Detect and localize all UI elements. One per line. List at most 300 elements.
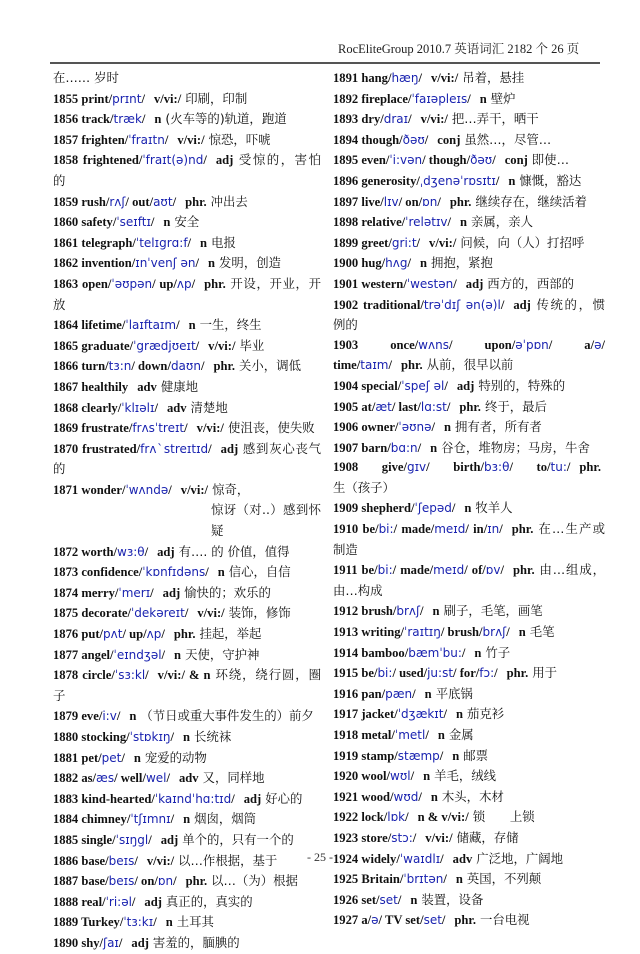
entry-number: 1925 <box>333 872 362 887</box>
entry-word: chimney <box>81 812 127 827</box>
entry-phonetic: draɪ <box>383 112 409 127</box>
entry-word: as <box>81 771 93 786</box>
vocab-entry: 1905 at/æt/ last/lɑ:st/ phr. 终于，最后 <box>333 398 547 414</box>
entry-meaning: 问候，向（人）打招呼 <box>460 234 585 250</box>
entry-phonetic: ʌp <box>176 276 192 291</box>
entry-word: frustrated <box>82 441 137 456</box>
entry-phonetic: ˈmetl <box>394 728 426 742</box>
entry-phonetic: ˈʃepəd <box>414 501 452 516</box>
entry-part-of-speech: n <box>479 91 487 106</box>
entry-phonetic: ˈi:vən <box>389 153 423 168</box>
entry-word: jacket <box>361 707 395 722</box>
entry-phonetic: ˈwestən <box>406 276 454 291</box>
entry-meaning: 挂起，举起 <box>199 626 262 642</box>
entry-word: at <box>361 399 372 414</box>
entry-part-of-speech: n <box>419 256 427 271</box>
entry-phonetic: ˈsɜ:kl <box>114 668 146 683</box>
entry-number: 1860 <box>53 215 82 230</box>
entry-word: down <box>138 359 168 374</box>
vocab-entry: 1925 Britain/ˈbrɪtən/ n 英国，不列颠 <box>333 871 542 887</box>
vocab-entry: 1869 frustrate/frʌsˈtreɪt/ v/vi:/ 使沮丧，使失败 <box>53 420 315 436</box>
entry-phonetic: ˈraɪtɪŋ <box>404 625 441 640</box>
entry-part-of-speech: conj <box>437 132 461 147</box>
entry-phonetic: ˈseɪftɪ <box>116 215 151 230</box>
entry-part-of-speech: n <box>188 318 196 333</box>
entry-word: a <box>361 913 368 928</box>
entry-part-of-speech: adj <box>144 894 162 909</box>
entry-part-of-speech: adj <box>456 378 475 393</box>
entry-phonetic: gɪv <box>406 460 427 475</box>
entry-number: 1886 <box>53 853 82 868</box>
entry-meaning: 广泛地，广阔地 <box>476 850 564 866</box>
entry-part-of-speech: n <box>183 730 191 744</box>
entry-number: 1905 <box>333 399 362 414</box>
entry-number: 1911 <box>333 563 362 578</box>
vocab-entry: 1901 western/ˈwestən/ adj 西方的，西部的 <box>333 275 574 291</box>
vocab-entry: 1908 give/gɪv/ birth/bɜ:θ/ to/tu:/ phr.生（孩子） <box>333 460 601 495</box>
entry-word: track <box>81 112 111 127</box>
entry-word: real <box>81 894 103 909</box>
vocab-entry: 1865 graduate/ˈgrædjʊeɪt/ v/vi:/ 毕业 <box>53 337 265 353</box>
entry-number: 1855 <box>53 91 82 106</box>
entry-phonetic: fɔ: <box>479 666 495 681</box>
vocab-entry: 1897 live/lɪv/ on/ɒn/ phr. 继续存在，继续活着 <box>333 193 587 209</box>
entry-word: up <box>129 627 144 642</box>
entry-word: though <box>361 132 400 147</box>
entry-phonetic: ˈspeʃ əl <box>401 378 445 393</box>
entry-meaning: 刷子，毛笔，画笔 <box>443 603 543 619</box>
entry-meaning: 毛笔 <box>529 624 555 640</box>
entry-word: barn <box>361 440 388 455</box>
entry-word: though <box>428 153 467 168</box>
entry-phonetic: bæmˈbu: <box>408 645 462 660</box>
entry-phonetic: set <box>423 913 442 928</box>
entry-word: turn <box>81 359 106 374</box>
entry-number: 1926 <box>333 892 362 907</box>
entry-number: 1876 <box>53 627 82 642</box>
entry-word: TV set <box>384 913 421 928</box>
entry-word: pet <box>81 750 99 765</box>
entry-meaning: 终于，最后 <box>484 398 547 414</box>
entry-word: single <box>81 832 113 847</box>
entry-phonetic: træk <box>113 112 142 127</box>
entry-number: 1879 <box>53 709 82 724</box>
entry-part-of-speech: phr. <box>579 460 601 475</box>
vocab-entry: 1895 even/ˈi:vən/ though/ðəʊ/ conj 即使… <box>333 152 569 168</box>
entry-word: writing <box>361 625 401 640</box>
entry-word: merry <box>81 585 115 600</box>
entry-word: be <box>362 522 376 537</box>
entry-meaning: 关小，调低 <box>239 358 301 374</box>
entry-part-of-speech: n <box>430 440 438 455</box>
entry-number: 1922 <box>333 810 362 825</box>
entry-number: 1861 <box>53 235 82 250</box>
entry-part-of-speech: v/vi:/ <box>429 235 457 250</box>
vocab-entry: 1873 confidence/ˈkɒnfɪdəns/ n 信心，自信 <box>53 564 291 580</box>
entry-number: 1866 <box>53 359 82 374</box>
entry-number: 1923 <box>333 830 362 845</box>
entry-meaning: 有…. 的 价值，值得 <box>178 543 290 559</box>
entry-number: 1870 <box>53 441 83 456</box>
vocab-entry: 1876 put/pʌt/ up/ʌp/ phr. 挂起，举起 <box>53 626 262 642</box>
entry-meaning: 锁 上锁 <box>472 809 535 825</box>
vocab-entry: 1890 shy/ʃaɪ/ adj 害羞的，腼腆的 <box>53 934 240 950</box>
entry-phonetic: wɜ:θ <box>117 544 145 559</box>
entry-word: western <box>361 276 404 291</box>
entry-part-of-speech: phr. <box>459 399 481 414</box>
entry-part-of-speech: n & v/vi:/ <box>417 810 469 825</box>
entry-phonetic: frʌˋstreɪtɪd <box>140 441 209 456</box>
vocab-entry: 1886 base/beɪs/ v/vi:/ 以…作根据，基于 <box>53 852 278 868</box>
entry-meaning: 即使… <box>531 152 569 168</box>
entry-number: 1857 <box>53 132 82 147</box>
entry-meaning: 在…生产或制造 <box>333 521 605 557</box>
entry-meaning: 装饰，修饰 <box>228 605 291 621</box>
entry-number: 1909 <box>333 501 362 516</box>
entry-word: invention <box>81 256 132 271</box>
entry-word: set <box>361 892 377 907</box>
entry-word: pan <box>361 686 382 701</box>
entry-word: traditional <box>362 297 421 312</box>
vocab-entry: 1926 set/set/ n 装置，设备 <box>333 891 484 907</box>
vocab-entry: 1887 base/beɪs/ on/ɒn/ phr. 以…（为）根据 <box>53 873 298 889</box>
entry-part-of-speech: n <box>133 750 141 765</box>
entry-meaning: 虽然…，尽管… <box>464 131 552 147</box>
vocab-entry: 1877 angel/ˈeɪndʒəl/ n 天使，守护神 <box>53 646 260 662</box>
entry-phonetic: əˈpɒn <box>515 337 549 352</box>
entry-part-of-speech: v/vi:/ <box>196 421 224 436</box>
entry-word: telegraph <box>81 235 133 250</box>
entry-part-of-speech: n <box>165 915 173 930</box>
vocab-entry: 1914 bamboo/bæmˈbu:/ n 竹子 <box>333 644 511 660</box>
entry-part-of-speech: phr. <box>401 358 423 373</box>
vocab-entry: 1907 barn/bɑ:n/ n 谷仓，堆物房；马房，牛舍 <box>333 439 590 455</box>
entry-number: 1918 <box>333 728 362 742</box>
vocab-entry: 1884 chimney/ˈtʃɪmnɪ/ n 烟囱，烟筒 <box>53 811 257 827</box>
vocab-entry: 1882 as/æs/ well/wel/ adv 又，同样地 <box>53 770 265 786</box>
entry-phonetic: gri:t <box>391 235 417 250</box>
entry-meaning: 毕业 <box>239 337 265 353</box>
entry-meaning: 土耳其 <box>176 914 214 930</box>
entry-word: shy <box>81 935 100 950</box>
entry-part-of-speech: phr. <box>213 359 236 374</box>
entry-part-of-speech: adv <box>178 771 199 786</box>
vocab-entry: 1923 store/stɔ:/ v/vi:/ 储藏，存储 <box>333 829 519 845</box>
entry-meaning: 牧羊人 <box>475 500 513 516</box>
entry-word: rush <box>81 194 106 209</box>
entry-number: 1903 <box>333 337 391 352</box>
entry-meaning: 感到灰心丧气的 <box>53 440 322 477</box>
entry-part-of-speech: n <box>455 707 463 722</box>
entry-meaning: 西方的，西部的 <box>487 275 574 291</box>
entry-phonetic: ˈkɒnfɪdəns <box>142 565 206 580</box>
vocab-entry: 1900 hug/hʌg/ n 拥抱，紧抱 <box>333 255 493 271</box>
entry-number: 1868 <box>53 400 82 415</box>
vocab-entry: 1878 circle/ˈsɜ:kl/ v/vi:/ & n 环绕，绕行圆，圈子 <box>53 667 321 703</box>
entry-word: frighten <box>81 132 125 147</box>
entry-phonetic: aʊt <box>153 194 173 209</box>
entry-phonetic: rʌʃ <box>109 194 126 209</box>
vocab-entry: 1904 special/ˈspeʃ əl/ adj 特别的，特殊的 <box>333 377 566 393</box>
entry-phonetic: ɒn <box>157 874 174 889</box>
entry-word: base <box>81 874 106 889</box>
entry-phonetic: ˈkaɪndˈhɑ:tɪd <box>154 791 232 806</box>
vocab-entry: 1893 dry/draɪ/ v/vi:/ 把…弄干，晒干 <box>333 111 539 127</box>
entry-word: out <box>132 194 150 209</box>
entry-phonetic: wʊl <box>390 769 411 784</box>
entry-word: worth <box>81 544 114 559</box>
entry-part-of-speech: n <box>444 420 452 435</box>
vocab-entry: 1858 frightened/ˈfraɪt(ə)nd/ adj 受惊的，害怕的 <box>53 152 322 188</box>
entry-phonetic: ˈəʊpən <box>111 276 153 291</box>
vocab-entry: 1894 though/ðəʊ/ conj 虽然…，尽管… <box>333 131 552 147</box>
entry-meaning: 拥抱，紧抱 <box>431 255 493 271</box>
entry-phonetic: bi: <box>377 563 393 578</box>
entry-meaning: 环绕，绕行圆，圈子 <box>53 667 321 703</box>
entry-number: 1872 <box>53 544 82 559</box>
entry-word: wool <box>361 769 387 784</box>
entry-number: 1859 <box>53 194 82 209</box>
entry-part-of-speech: adj <box>215 153 234 168</box>
vocab-entry: 1871 wonder/ˈwʌndə/ v/vi:/ 惊奇， <box>53 481 250 497</box>
entry-phonetic: ˈdekəreɪt <box>131 606 185 621</box>
entry-word: angel <box>81 647 111 662</box>
entry-word: Britain <box>361 872 400 887</box>
entry-number: 1899 <box>333 235 362 250</box>
entry-part-of-speech: n <box>200 235 208 250</box>
entry-word: frightened <box>82 153 139 168</box>
entry-meaning: 愉快的；欢乐的 <box>184 584 271 600</box>
entry-part-of-speech: n <box>163 215 171 230</box>
entry-part-of-speech: n <box>129 709 137 724</box>
entry-number: 1910 <box>333 522 363 537</box>
entry-word: stamp <box>361 748 395 763</box>
entry-meaning: 谷仓，堆物房；马房，牛舍 <box>441 439 590 455</box>
entry-word: for <box>459 666 476 681</box>
entry-phonetic: bɜ:θ <box>484 460 510 475</box>
entry-number: 1878 <box>53 668 83 683</box>
entry-number: 1908 <box>333 460 382 475</box>
entry-part-of-speech: v/vi:/ & n <box>157 668 211 683</box>
entry-phonetic: ˈeɪndʒəl <box>113 647 162 662</box>
entry-word: lock <box>361 810 384 825</box>
entry-meaning: 以…（为）根据 <box>211 873 298 889</box>
entry-number: 1897 <box>333 194 362 209</box>
entry-part-of-speech: v/vi:/ <box>153 91 182 106</box>
entry-phonetic: bɑ:n <box>390 440 418 455</box>
vocab-entry: 1875 decorate/ˈdekəreɪt/ v/vi:/ 装饰，修饰 <box>53 605 291 621</box>
entry-part-of-speech: v/vi:/ <box>430 71 459 85</box>
vocab-entry: 1866 turn/tɜ:n/ down/daʊn/ phr. 关小，调低 <box>53 358 301 374</box>
entry-phonetic: stɔ: <box>391 830 413 845</box>
entry-word: even <box>361 153 386 168</box>
entry-part-of-speech: v/vi:/ <box>180 482 209 497</box>
entry-number: 1894 <box>333 132 362 147</box>
entry-meaning: 金属 <box>448 727 474 742</box>
entry-phonetic: ˈgrædjʊeɪt <box>133 338 196 353</box>
entry-meaning: 天使，守护神 <box>185 646 260 662</box>
vocab-entry: 1860 safety/ˈseɪftɪ/ n 安全 <box>53 214 200 230</box>
entry-word: made <box>401 522 431 537</box>
entry-number: 1904 <box>333 378 362 393</box>
entry-phonetic: ˈtelɪgrɑ:f <box>135 235 188 250</box>
entry-number: 1924 <box>333 851 362 866</box>
entry-part-of-speech: adj <box>157 544 175 559</box>
entry-part-of-speech: n <box>460 215 468 230</box>
entry-number: 1889 <box>53 915 82 930</box>
entry-number: 1883 <box>53 791 82 806</box>
entry-phonetic: ˈwaɪdlɪ <box>399 851 441 866</box>
entry-word: wonder <box>81 482 122 497</box>
vocab-entry: 1918 metal/ˈmetl/ n 金属 <box>333 727 474 742</box>
entry-continuation <box>53 500 321 541</box>
entry-part-of-speech: v/vi:/ <box>420 112 448 127</box>
entry-meaning: 木头，木材 <box>441 788 504 804</box>
entry-part-of-speech: n <box>174 647 182 662</box>
entry-word: confidence <box>81 565 139 580</box>
page-header: RocEliteGroup 2010.7 英语词汇 2182 个 26 页 <box>338 42 580 56</box>
entry-meaning: 害羞的，腼腆的 <box>152 934 240 950</box>
entry-meaning: 受惊的，害怕的 <box>53 152 322 188</box>
entry-word: live <box>361 194 381 209</box>
vocab-entry: 1891 hang/hæŋ/ v/vi:/ 吊着，悬挂 <box>333 70 525 85</box>
entry-part-of-speech: phr. <box>185 194 207 209</box>
entry-part-of-speech: n <box>518 625 526 640</box>
entry-meaning: 储藏，存储 <box>456 829 519 845</box>
entry-word: clearly <box>81 400 118 415</box>
entry-number: 1914 <box>333 645 362 660</box>
entry-meaning: 长统袜 <box>194 729 232 744</box>
entry-phonetic: bi: <box>378 522 394 537</box>
entry-part-of-speech: conj <box>504 153 528 168</box>
entry-part-of-speech: n <box>183 812 191 827</box>
vocab-entry: 1927 a/ə/ TV set/set/ phr. 一台电视 <box>333 912 530 928</box>
vocab-entry: 1911 be/bi:/ made/meɪd/ of/ɒv/ phr. 由…组成，由…构成 <box>333 562 605 598</box>
entry-meaning: 使沮丧，使失败 <box>227 420 315 436</box>
vocab-entry: 1856 track/træk/ n (火车等的)轨道，跑道 <box>53 111 287 127</box>
entry-word: kind-hearted <box>81 791 152 806</box>
vocab-entry: 1857 frighten/ˈfraɪtn/ v/vi:/ 惊恐，吓唬 <box>53 131 271 147</box>
entry-part-of-speech: adj <box>162 585 181 600</box>
entry-meaning: 安全 <box>174 214 200 230</box>
vocab-entry <box>53 68 321 89</box>
vocab-entry: 1902 traditional/trəˈdɪʃ ən(ə)l/ adj 传统的，惯例的 <box>333 296 606 333</box>
entry-phonetic: prɪnt <box>112 91 142 106</box>
vocab-entry: 1921 wood/wʊd/ n 木头，木材 <box>333 788 504 804</box>
entry-phonetic: lɒk <box>387 810 406 825</box>
vocab-entry: 1859 rush/rʌʃ/ out/aʊt/ phr. 冲出去 <box>53 193 248 209</box>
entry-part-of-speech: n <box>464 501 472 516</box>
entry-number: 1885 <box>53 832 82 847</box>
entry-word: birth <box>453 460 481 475</box>
entry-word: once <box>390 337 415 352</box>
vocab-entry: 1881 pet/pet/ n 宠爱的动物 <box>53 749 207 765</box>
entry-number: 1907 <box>333 440 362 455</box>
entry-word: a <box>584 337 591 352</box>
entry-number: 1887 <box>53 874 82 889</box>
entry-meaning: 壁炉 <box>490 90 516 106</box>
entry-part-of-speech: phr. <box>513 563 535 578</box>
entry-phonetic: ju:st <box>427 666 454 681</box>
entry-number: 1902 <box>333 297 363 312</box>
entry-number: 1874 <box>53 585 82 600</box>
vocab-entry: 1874 merry/ˈmerɪ/ adj 愉快的；欢乐的 <box>53 584 271 600</box>
entry-phonetic: ˈsɪŋgl <box>115 832 149 847</box>
entry-phonetic: ʃaɪ <box>103 935 119 950</box>
entry-number: 1916 <box>333 686 362 701</box>
entry-number: 1877 <box>53 647 82 662</box>
entry-part-of-speech: adj <box>160 832 179 847</box>
entry-phonetic: i:v <box>102 709 117 724</box>
vocab-entry: 1915 be/bi:/ used/ju:st/ for/fɔ:/ phr. 用于 <box>333 665 558 681</box>
entry-meaning: 竹子 <box>485 644 511 660</box>
entry-meaning: 信心，自信 <box>228 564 291 580</box>
entry-phonetic: meɪd <box>434 522 466 537</box>
vocab-entry <box>53 377 321 398</box>
entry-meaning: 宠爱的动物 <box>144 749 207 765</box>
entry-word: on <box>405 194 419 209</box>
vocab-entry: 1913 writing/ˈraɪtɪŋ/ brush/brʌʃ/ n 毛笔 <box>333 624 555 640</box>
entry-phonetic: ɒn <box>422 194 438 209</box>
entry-part-of-speech: n <box>423 769 431 784</box>
entry-phonetic: pʌt <box>103 627 123 642</box>
entry-meaning: 特别的，特殊的 <box>478 377 566 393</box>
entry-part-of-speech: adj <box>220 441 239 456</box>
entry-phonetic: ˈdʒækɪt <box>397 707 444 722</box>
vocab-entry: 1892 fireplace/ˈfaɪəpleɪs/ n 壁炉 <box>333 90 516 106</box>
entry-number: 1888 <box>53 894 82 909</box>
vocab-entry: 1861 telegraph/ˈtelɪgrɑ:f/ n 电报 <box>53 234 236 250</box>
entry-word: be <box>361 563 375 578</box>
entry-number: 1901 <box>333 276 362 291</box>
entry-word: safety <box>81 215 113 230</box>
entry-phonetic: ðəʊ <box>402 132 425 147</box>
vocab-entry: 1885 single/ˈsɪŋgl/ adj 单个的，只有一个的 <box>53 831 294 847</box>
entry-meaning: 真正的，真实的 <box>165 893 253 909</box>
entry-word: print <box>81 91 109 106</box>
vocab-entry: 1912 brush/brʌʃ/ n 刷子，毛笔，画笔 <box>333 603 543 619</box>
entry-number: 1880 <box>53 730 82 744</box>
entry-part-of-speech: adv <box>137 379 157 394</box>
entry-part-of-speech: v/vi:/ <box>197 606 225 621</box>
entry-phonetic: ˈfraɪtn <box>128 132 165 147</box>
vocab-entry: 1920 wool/wʊl/ n 羊毛，绒线 <box>333 768 497 784</box>
entry-phonetic: ˈfraɪt(ə)nd <box>142 153 204 168</box>
entry-phonetic: ˈwʌndə <box>125 482 169 497</box>
entry-word: brush <box>361 604 393 619</box>
entry-phonetic: ˈstɒkɪŋ <box>129 730 171 744</box>
entry-phonetic: hʌg <box>385 256 408 271</box>
entry-number: 1917 <box>333 707 362 722</box>
entry-part-of-speech: adv <box>166 400 187 415</box>
entry-meaning: 在…… 岁时 <box>53 70 119 85</box>
entry-number: 1921 <box>333 789 362 804</box>
entry-word: Turkey <box>81 915 120 930</box>
entry-phonetic: ʌp <box>146 627 162 642</box>
entry-phonetic: bi: <box>377 666 393 681</box>
entry-word: last <box>398 399 418 414</box>
entry-word: well <box>120 771 143 786</box>
entry-meaning: 健康地 <box>160 378 199 394</box>
vocab-entry: 1889 Turkey/ˈtɜ:kɪ/ n 土耳其 <box>53 914 214 930</box>
entry-meaning: 烟囱，烟筒 <box>194 811 257 827</box>
entry-word: owner <box>361 420 395 435</box>
entry-part-of-speech: n <box>437 728 445 742</box>
entry-word: fireplace <box>361 91 408 106</box>
entry-number: 1863 <box>53 276 82 291</box>
entry-word: in <box>473 522 484 537</box>
vocab-entry: 1910 be/bi:/ made/meɪd/ in/ɪn/ phr. 在…生产或制造 <box>333 521 605 557</box>
